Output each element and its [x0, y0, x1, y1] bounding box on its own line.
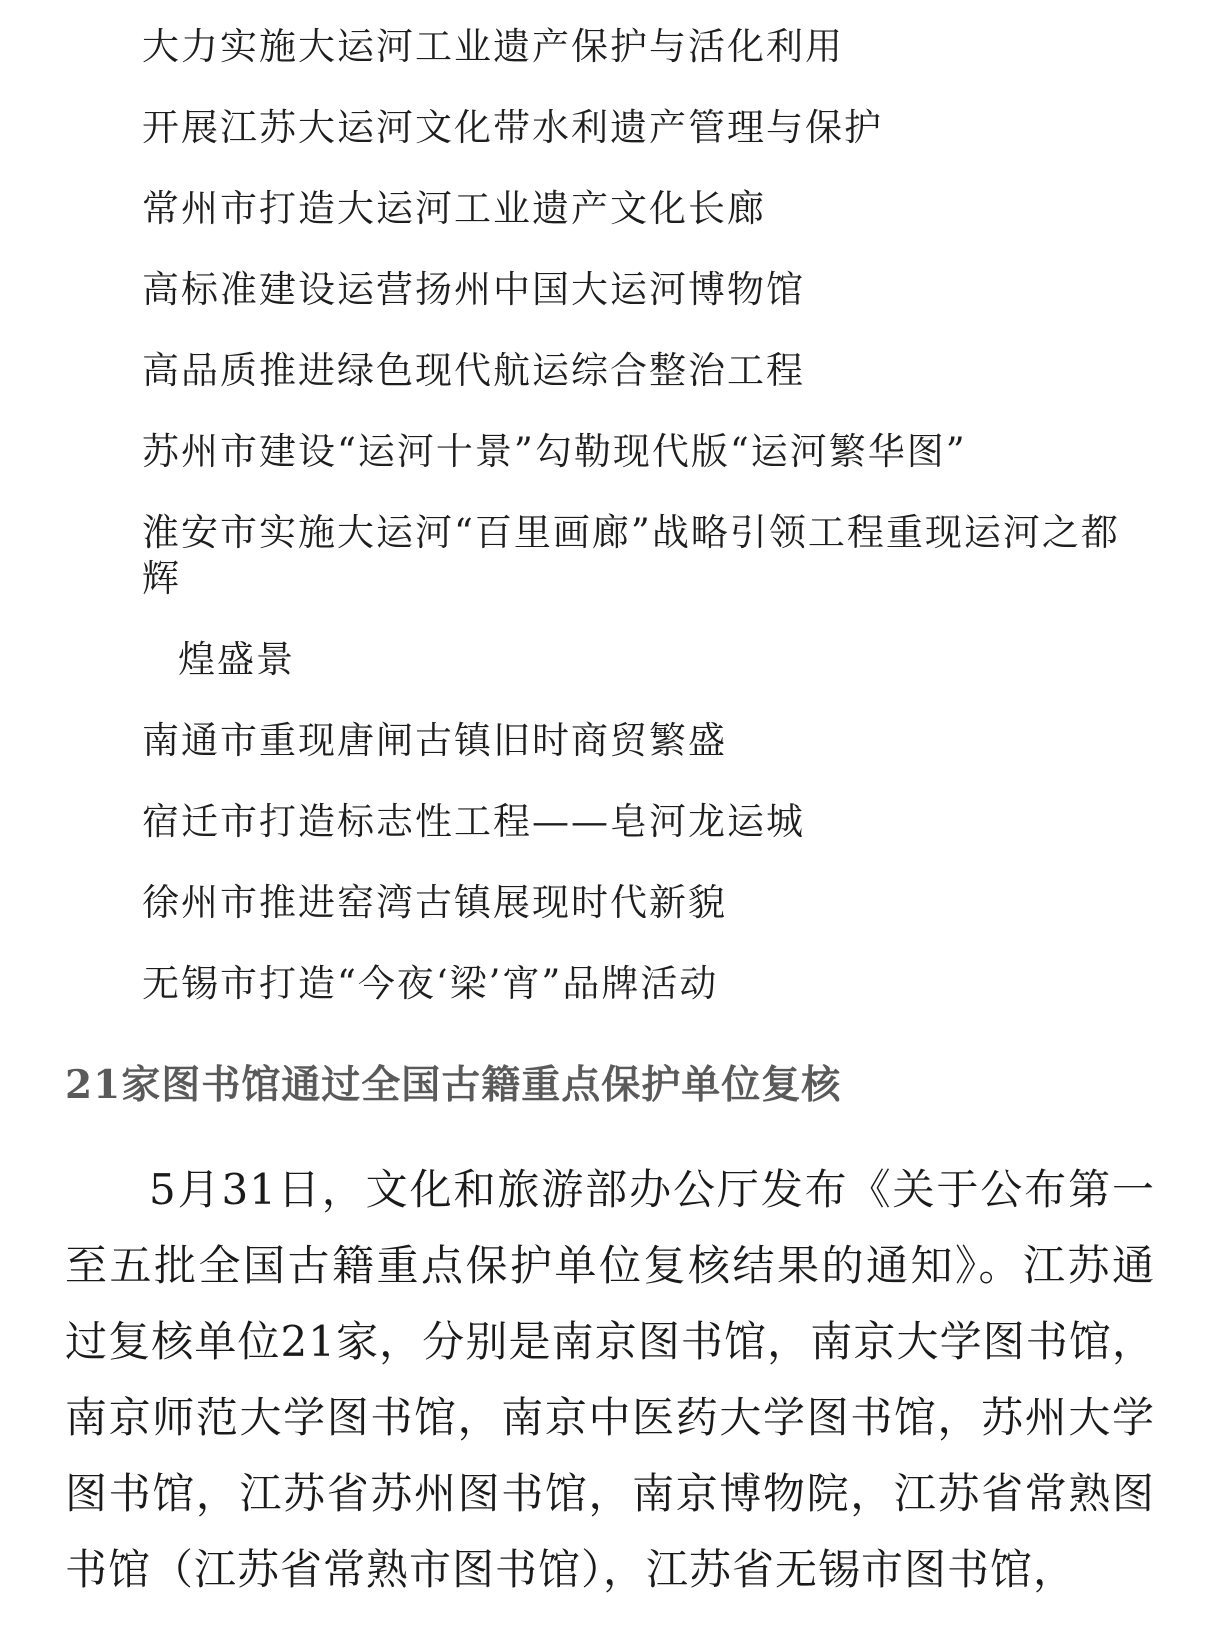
list-item: 南通市重现唐闸古镇旧时商贸繁盛: [142, 719, 727, 762]
list-item: 无锡市打造“今夜‘梁’宵”品牌活动: [142, 962, 719, 1005]
project-list: [142, 24, 1152, 1042]
section-heading: 21家图书馆通过全国古籍重点保护单位复核: [65, 1062, 842, 1108]
list-item: 高标准建设运营扬州中国大运河博物馆: [142, 268, 805, 311]
list-item: 大力实施大运河工业遗产保护与活化利用: [142, 25, 844, 68]
list-item: 宿迁市打造标志性工程——皂河龙运城: [142, 800, 805, 843]
list-item: 开展江苏大运河文化带水利遗产管理与保护: [142, 106, 883, 149]
list-item: 常州市打造大运河工业遗产文化长廊: [142, 187, 766, 230]
list-item-line1: 淮安市实施大运河“百里画廊”战略引领工程重现运河之都辉: [142, 511, 1120, 600]
list-item: 徐州市推进窑湾古镇展现时代新貌: [142, 881, 727, 924]
list-item: 高品质推进绿色现代航运综合整治工程: [142, 349, 805, 392]
list-item-line2: 煌盛景: [178, 638, 295, 681]
list-item: 苏州市建设“运河十景”勾勒现代版“运河繁华图”: [142, 430, 967, 473]
section-body-paragraph: 5月31日，文化和旅游部办公厅发布《关于公布第一至五批全国古籍重点保护单位复核结果的通知》。江苏通过复核单位21家，分别是南京图书馆，南京大学图书馆，南京师范大学图书馆，南京中医药大学图书馆，苏州大学图书馆，江苏省苏州图书馆，南京博物院，江苏省常熟图书馆（江苏省常熟市图书馆），江苏省无锡市图书馆，: [65, 1165, 1155, 1594]
list-item: [142, 510, 1152, 683]
